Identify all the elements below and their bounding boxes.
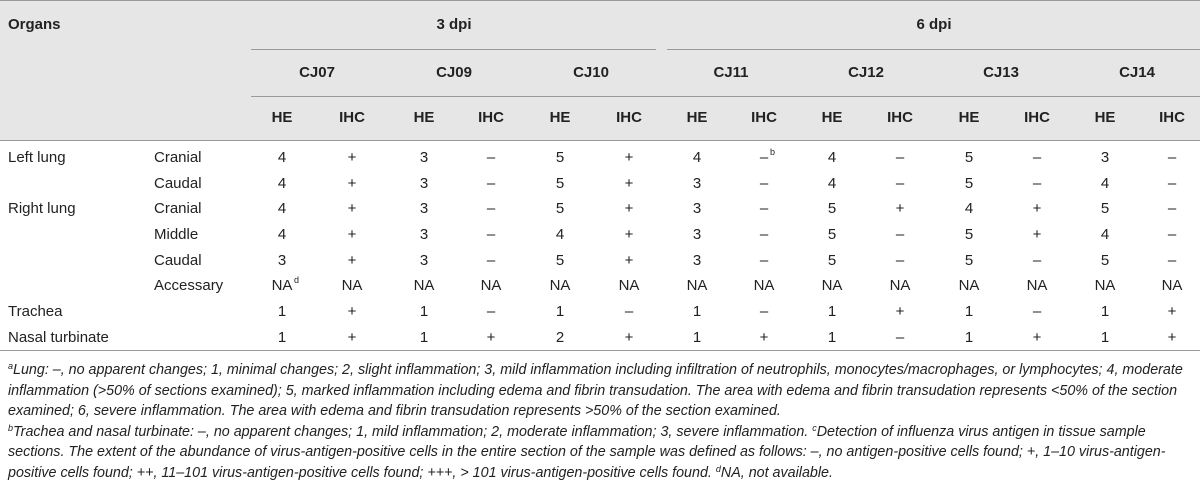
score-cell: + <box>347 252 357 269</box>
score-cell: 3 <box>277 252 287 269</box>
score-cell: – <box>1167 175 1177 192</box>
score-cell: – <box>759 303 769 320</box>
header-rule <box>0 140 1200 141</box>
animal-rule <box>251 96 1200 97</box>
group-label-3dpi: 3 dpi <box>436 16 472 33</box>
score-cell: 4 <box>827 149 837 166</box>
score-cell: NA <box>413 277 435 294</box>
score-cell: 1 <box>692 303 702 320</box>
section-label: Middle <box>154 226 199 243</box>
score-cell: NA <box>958 277 980 294</box>
score-cell: 3 <box>692 200 702 217</box>
footnote-a: Lung: –, no apparent changes; 1, minimal changes; 2, slight inflammation; 3, mild inflammation including infiltration of neutrophils, monocytes/macrophages, or lymphocytes; 4, moderate inflammation (>50% of sections examined); 5, marked inflammation including edema and fibrin transudation. The area with edema and fibrin transudation represents <50% of the section examined; 6, severe inflammation. The area with edema and fibrin transudation represents >50% of the section examined. <box>8 362 1183 420</box>
score-cell: 5 <box>827 200 837 217</box>
ihc-column-header: IHC <box>1024 109 1050 126</box>
score-cell: + <box>895 200 905 217</box>
score-cell: + <box>347 226 357 243</box>
he-column-header: HE <box>271 109 293 126</box>
score-cell: – <box>759 252 769 269</box>
score-cell: – <box>759 226 769 243</box>
score-cell: NA <box>480 277 502 294</box>
score-cell: – <box>1032 303 1042 320</box>
score-cell: – <box>1032 175 1042 192</box>
footnote-mark-b: b <box>8 422 14 433</box>
score-cell: – <box>1032 149 1042 166</box>
score-cell: + <box>624 200 634 217</box>
footnote-mark-c: c <box>812 422 817 433</box>
score-cell: – <box>1032 252 1042 269</box>
score-cell: – <box>759 200 769 217</box>
score-cell: 4 <box>277 200 287 217</box>
score-cell: 5 <box>827 252 837 269</box>
score-cell: 3 <box>1100 149 1110 166</box>
score-cell: + <box>347 175 357 192</box>
score-cell: 5 <box>964 149 974 166</box>
score-cell: – <box>486 303 496 320</box>
score-cell: 3 <box>419 200 429 217</box>
he-column-header: HE <box>958 109 980 126</box>
group-label-6dpi: 6 dpi <box>916 16 952 33</box>
organ-label: Trachea <box>8 303 63 320</box>
section-label: Caudal <box>154 252 202 269</box>
score-cell: + <box>1167 303 1177 320</box>
footnote-b: Trachea and nasal turbinate: –, no apparent changes; 1, mild inflammation; 2, moderate inflammation; 3, severe inflammation. <box>13 423 809 440</box>
score-cell: 1 <box>964 329 974 346</box>
score-cell: 5 <box>964 252 974 269</box>
score-cell: 5 <box>964 226 974 243</box>
score-cell: NA <box>686 277 708 294</box>
score-cell: NA <box>341 277 363 294</box>
score-cell: – <box>759 149 769 166</box>
score-cell: 5 <box>827 226 837 243</box>
score-cell: + <box>624 226 634 243</box>
score-cell: – <box>1167 252 1177 269</box>
organs-heading: Organs <box>8 16 61 33</box>
score-cell: 3 <box>419 149 429 166</box>
score-cell: 5 <box>555 175 565 192</box>
score-cell: 1 <box>277 329 287 346</box>
ihc-column-header: IHC <box>478 109 504 126</box>
score-cell: – <box>486 252 496 269</box>
score-cell: – <box>759 175 769 192</box>
footnote-d: NA, not available. <box>720 464 833 481</box>
score-cell: NA <box>271 277 293 294</box>
score-cell: 3 <box>419 175 429 192</box>
section-label: Accessary <box>154 277 224 294</box>
score-cell: 3 <box>692 226 702 243</box>
score-cell: NA <box>753 277 775 294</box>
score-cell: – <box>895 329 905 346</box>
animal-id-cj11: CJ11 <box>713 64 749 81</box>
animal-id-cj09: CJ09 <box>436 64 472 81</box>
score-cell: NA <box>549 277 571 294</box>
score-cell: + <box>895 303 905 320</box>
animal-id-cj14: CJ14 <box>1119 64 1155 81</box>
score-cell: 3 <box>692 252 702 269</box>
score-cell: NA <box>1026 277 1048 294</box>
body-rule <box>0 350 1200 351</box>
animal-id-cj07: CJ07 <box>299 64 335 81</box>
score-cell: 4 <box>1100 226 1110 243</box>
score-cell: 5 <box>1100 200 1110 217</box>
score-cell: 4 <box>277 149 287 166</box>
footnote-mark-a: a <box>8 361 14 371</box>
score-cell: + <box>1032 329 1042 346</box>
top-rule <box>0 0 1200 1</box>
score-cell: 1 <box>964 303 974 320</box>
score-cell: 5 <box>555 149 565 166</box>
score-cell: NA <box>821 277 843 294</box>
score-cell: – <box>1167 200 1177 217</box>
he-column-header: HE <box>549 109 571 126</box>
score-cell: NA <box>618 277 640 294</box>
score-cell: 4 <box>964 200 974 217</box>
score-cell: – <box>895 149 905 166</box>
score-cell: 4 <box>555 226 565 243</box>
score-cell: + <box>1032 200 1042 217</box>
animal-id-cj10: CJ10 <box>573 64 609 81</box>
ihc-column-header: IHC <box>1159 109 1185 126</box>
score-cell: – <box>895 175 905 192</box>
score-cell: 5 <box>1100 252 1110 269</box>
score-cell: – <box>1167 149 1177 166</box>
animal-id-cj12: CJ12 <box>848 64 884 81</box>
score-cell: – <box>486 175 496 192</box>
organ-label: Right lung <box>8 200 76 217</box>
score-cell: 4 <box>827 175 837 192</box>
score-cell: 4 <box>277 175 287 192</box>
animal-id-cj13: CJ13 <box>983 64 1019 81</box>
ihc-column-header: IHC <box>339 109 365 126</box>
score-cell: + <box>486 329 496 346</box>
score-cell: 3 <box>692 175 702 192</box>
score-cell: 5 <box>964 175 974 192</box>
score-cell: 3 <box>419 226 429 243</box>
score-cell: + <box>624 329 634 346</box>
section-label: Cranial <box>154 200 202 217</box>
score-cell: + <box>347 303 357 320</box>
score-cell: 1 <box>827 329 837 346</box>
section-label: Caudal <box>154 175 202 192</box>
score-cell: + <box>1032 226 1042 243</box>
score-cell: 1 <box>419 329 429 346</box>
group-rule-3dpi <box>251 49 656 50</box>
score-cell: 4 <box>277 226 287 243</box>
he-column-header: HE <box>413 109 435 126</box>
score-cell: 1 <box>827 303 837 320</box>
he-column-header: HE <box>1094 109 1116 126</box>
score-cell: – <box>895 226 905 243</box>
he-column-header: HE <box>686 109 708 126</box>
score-cell: + <box>1167 329 1177 346</box>
score-cell: 1 <box>419 303 429 320</box>
score-cell: – <box>486 149 496 166</box>
score-cell: + <box>347 329 357 346</box>
group-rule-6dpi <box>667 49 1200 50</box>
score-cell: + <box>624 252 634 269</box>
score-cell: NA <box>1161 277 1183 294</box>
ihc-column-header: IHC <box>616 109 642 126</box>
score-cell: 4 <box>692 149 702 166</box>
score-cell: 3 <box>419 252 429 269</box>
score-cell: 1 <box>1100 329 1110 346</box>
score-cell: 4 <box>1100 175 1110 192</box>
score-cell: 2 <box>555 329 565 346</box>
organ-label: Nasal turbinate <box>8 329 109 346</box>
organ-label: Left lung <box>8 149 66 166</box>
table-footnotes <box>8 360 1194 484</box>
score-cell: + <box>347 200 357 217</box>
footnote-mark-d: d <box>715 463 721 474</box>
ihc-column-header: IHC <box>751 109 777 126</box>
score-cell: – <box>1167 226 1177 243</box>
score-cell: 1 <box>555 303 565 320</box>
score-cell: – <box>486 200 496 217</box>
score-cell: + <box>347 149 357 166</box>
score-cell: + <box>624 149 634 166</box>
score-cell: – <box>486 226 496 243</box>
score-cell: 1 <box>277 303 287 320</box>
score-cell: – <box>895 252 905 269</box>
score-cell: 1 <box>692 329 702 346</box>
score-cell: – <box>624 303 634 320</box>
section-label: Cranial <box>154 149 202 166</box>
footnote-c: Detection of influenza virus antigen in tissue sample sections. The extent of the abundance of virus-antigen-positive cells in the entire section of the sample was defined as follows: –, no antigen-positive cells found; +, 1–10 virus-antigen-positive cells found; ++, 11–101 virus-antigen-positive cells found; +++, > 101 virus-antigen-positive cells found. <box>8 423 1166 481</box>
ihc-column-header: IHC <box>887 109 913 126</box>
score-cell: 5 <box>555 252 565 269</box>
score-cell: + <box>759 329 769 346</box>
he-column-header: HE <box>821 109 843 126</box>
score-cell: NA <box>1094 277 1116 294</box>
results-table: Organs 3 dpi 6 dpi CJ07 CJ09 CJ10 CJ11 CJ12 CJ13 CJ14 HE IHC HE IHC HE IHC HE IHC HE IHC HE IHC HE IHC Left lung Cranial 4 + 3 – 5 + 4 – b 4 – 5 – 3 – Caudal 4 + 3 – 5 + 3 – 4 – 5 – 4 – Right lung Cranial 4 + 3 – 5 + 3 – 5 + 4 + 5 – Middle 4 + 3 – 4 + 3 – 5 – 5 + 4 – Caudal 3 + 3 – 5 + 3 – 5 – 5 – 5 – Accessary NA d NA NA NA NA NA NA NA NA NA NA NA NA NA Trachea 1 + 1 – 1 – 1 – 1 + 1 – 1 + Nasal turbinate 1 + 1 + 2 + 1 + 1 – 1 + 1 + $^a$Lung: –, no apparent changes; 1, minimal changes; 2, slight inflammation; 3, mild inflammation including infiltration of neutrophils, monocytes/macrophages, or lymphocytes; 4, moderate inflammation (>50% of sections examined); 5, marked inflammation including edema and fibrin transudation. The area with edema and fibrin transudation represents <50% of the section examined; 6, severe inflammation. The area with edema and fibrin transudation represents >50% of the section examined. $^b$Trachea and nasal turbinate: –, no apparent changes; 1, mild inflammation; 2, moderate inflammation; 3, severe inflammation. $^c$Detection of influenza virus antigen in tissue sample sections. The extent of the abundance of virus-antigen-positive cells in the entire section of the sample was defined as follows: –, no antigen-positive cells found; +, 1–10 virus-antigen-positive cells found; ++, 11–101 virus-antigen-positive cells found; +++, > 101 virus-antigen-positive cells found. $^d$NA, not available. <box>0 0 1200 493</box>
score-cell: 1 <box>1100 303 1110 320</box>
score-cell: 5 <box>555 200 565 217</box>
score-cell: + <box>624 175 634 192</box>
score-cell: NA <box>889 277 911 294</box>
